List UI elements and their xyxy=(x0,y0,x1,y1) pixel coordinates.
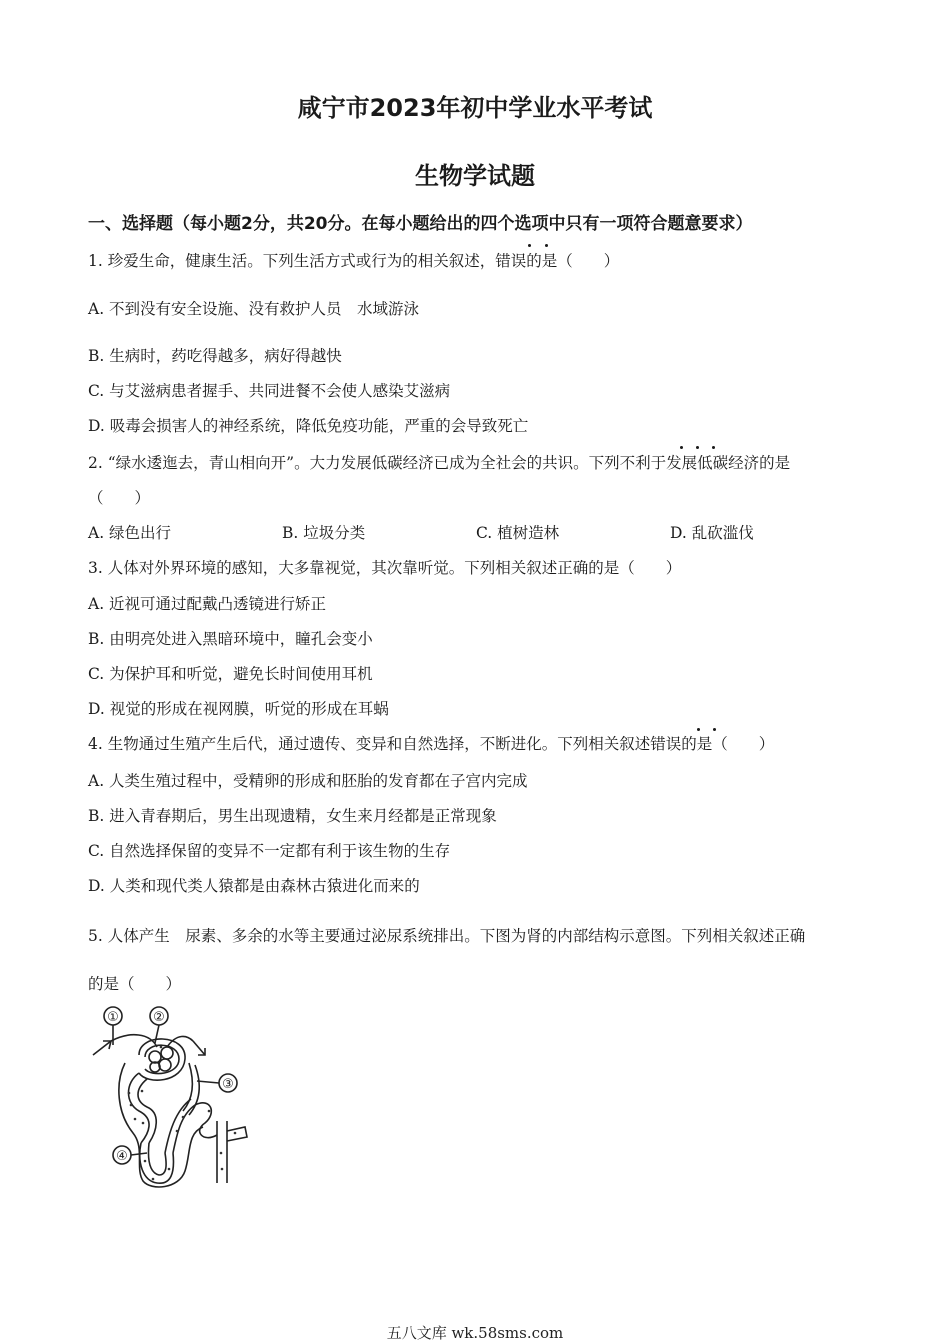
question-4-option-a: A. 人类生殖过程中，受精卵的形成和胚胎的发育都在子宫内完成 xyxy=(88,772,528,790)
question-3-option-b: B. 由明亮处进入黑暗环境中，瞳孔会变小 xyxy=(88,630,373,648)
question-4-option-d: D. 人类和现代类人猿都是由森林古猿进化而来的 xyxy=(88,877,420,895)
question-4-stem: 4. 生物通过生殖产生后代，通过遗传、变异和自然选择，不断进化。下列相关叙述错误的是（ ） xyxy=(88,735,775,753)
question-2-option-c: C. 植树造林 xyxy=(476,524,560,542)
emphasis-dot xyxy=(712,446,715,449)
question-3-option-d: D. 视觉的形成在视网膜，听觉的形成在耳蜗 xyxy=(88,700,389,718)
question-2-stem: 2. “绿水逶迤去，青山相向开”。大力发展低碳经济已成为全社会的共识。下列不利于发展低碳经济的是 xyxy=(88,454,791,472)
question-2-option-d: D. 乱砍滥伐 xyxy=(670,524,754,542)
question-3-option-c: C. 为保护耳和听觉，避免长时间使用耳机 xyxy=(88,665,373,683)
question-2-stem-continued: （ ） xyxy=(88,489,151,507)
question-5-stem-continued: 的是（ ） xyxy=(88,975,182,993)
question-1-stem: 1. 珍爱生命，健康生活。下列生活方式或行为的相关叙述，错误的是（ ） xyxy=(88,252,620,270)
emphasis-dot xyxy=(697,728,700,731)
nephron-diagram xyxy=(85,1003,260,1193)
question-1-option-d: D. 吸毒会损害人的神经系统，降低免疫功能，严重的会导致死亡 xyxy=(88,417,529,435)
question-3-option-a: A. 近视可通过配戴凸透镜进行矫正 xyxy=(88,595,327,613)
question-2-option-a: A. 绿色出行 xyxy=(88,524,172,542)
figure-label-4: ④ xyxy=(116,1149,128,1164)
emphasis-dot xyxy=(696,446,699,449)
footer-watermark: 五八文库 wk.58sms.com xyxy=(386,1324,564,1342)
exam-title: 咸宁市2023年初中学业水平考试 xyxy=(297,94,653,122)
question-3-stem: 3. 人体对外界环境的感知，大多靠视觉，其次靠听觉。下列相关叙述正确的是（ ） xyxy=(88,559,682,577)
emphasis-dot xyxy=(528,244,531,247)
figure-label-2: ② xyxy=(153,1010,165,1025)
section-header-choice: 一、选择题（每小题2分，共20分。在每小题给出的四个选项中只有一项符合题意要求） xyxy=(88,214,753,234)
emphasis-dot xyxy=(713,728,716,731)
question-4-option-c: C. 自然选择保留的变异不一定都有利于该生物的生存 xyxy=(88,842,451,860)
question-1-option-a: A. 不到没有安全设施、没有救护人员 水域游泳 xyxy=(88,300,420,318)
question-1-option-b: B. 生病时，药吃得越多，病好得越快 xyxy=(88,347,342,365)
question-2-option-b: B. 垃圾分类 xyxy=(282,524,366,542)
figure-label-3: ③ xyxy=(222,1077,234,1092)
emphasis-dot xyxy=(545,244,548,247)
question-4-option-b: B. 进入青春期后，男生出现遗精，女生来月经都是正常现象 xyxy=(88,807,497,825)
exam-subtitle: 生物学试题 xyxy=(415,162,535,190)
question-1-option-c: C. 与艾滋病患者握手、共同进餐不会使人感染艾滋病 xyxy=(88,382,451,400)
question-5-stem: 5. 人体产生 尿素、多余的水等主要通过泌尿系统排出。下图为肾的内部结构示意图。下列相关叙述正确 xyxy=(88,927,806,945)
emphasis-dot xyxy=(680,446,683,449)
figure-label-1: ① xyxy=(107,1010,119,1025)
